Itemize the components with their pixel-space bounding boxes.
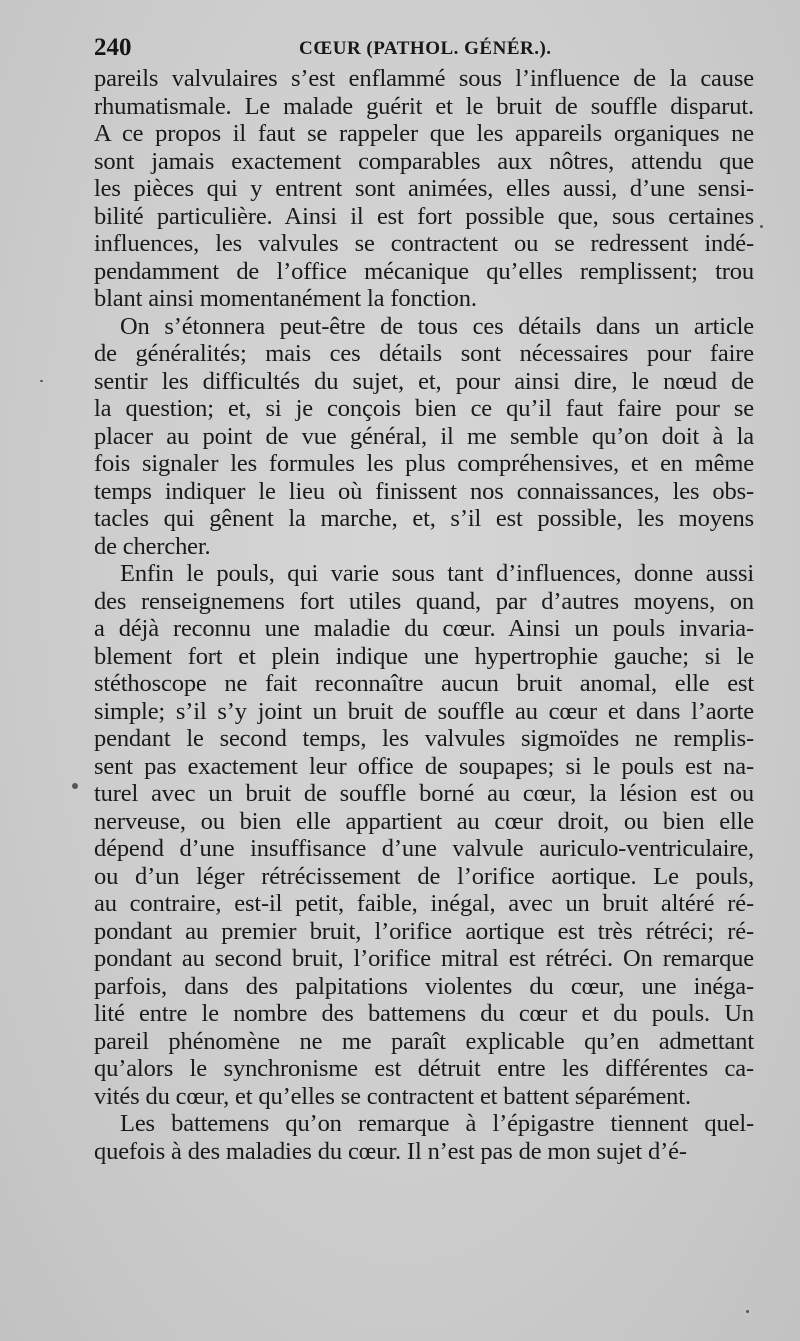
- text-line: stéthoscope ne fait reconnaître aucun bruit anomal, elle est: [94, 670, 754, 697]
- text-line: fois signaler les formules les plus compréhensives, et en même: [94, 450, 754, 477]
- text-line: les pièces qui y entrent sont animées, elles aussi, d’une sensi-: [94, 175, 754, 202]
- text-line: de généralités; mais ces détails sont nécessaires pour faire: [94, 340, 754, 367]
- text-line: des renseignemens fort utiles quand, par d’autres moyens, on: [94, 587, 754, 615]
- page-number: 240: [94, 34, 132, 61]
- text-line: pendant le second temps, les valvules sigmoïdes ne remplis-: [94, 725, 754, 752]
- text-line: pareil phénomène ne me paraît explicable qu’en admettant: [94, 1027, 754, 1055]
- paragraph: [94, 560, 754, 1110]
- print-speck: [40, 380, 43, 382]
- text-line: temps indiquer le lieu où finissent nos connaissances, les obs-: [94, 477, 754, 505]
- print-speck: [72, 783, 78, 789]
- text-line: pondant au premier bruit, l’orifice aortique est très rétréci; ré-: [94, 917, 754, 945]
- text-line: au contraire, est-il petit, faible, inégal, avec un bruit altéré ré-: [94, 890, 754, 917]
- text-line: blement fort et plein indique une hypertrophie gauche; si le: [94, 642, 754, 670]
- text-line: vités du cœur, et qu’elles se contractent et battent séparément.: [94, 1082, 691, 1110]
- text-line: On s’étonnera peut-être de tous ces détails dans un article: [120, 312, 754, 340]
- paragraph: [94, 1110, 754, 1165]
- paragraph: [94, 313, 754, 561]
- text-line: dépend d’une insuffisance d’une valvule auriculo-ventriculaire,: [94, 835, 754, 862]
- paragraph: [94, 65, 754, 313]
- text-line: Enfin le pouls, qui varie sous tant d’influences, donne aussi: [120, 560, 754, 587]
- text-line: sent pas exactement leur office de soupapes; si le pouls est na-: [94, 752, 754, 780]
- text-line: de chercher.: [94, 532, 211, 560]
- text-line: influences, les valvules se contractent ou se redressent indé-: [94, 230, 754, 257]
- text-line: qu’alors le synchronisme est détruit entre les différentes ca-: [94, 1055, 754, 1082]
- text-line: pondant au second bruit, l’orifice mitral est rétréci. On remarque: [94, 945, 754, 972]
- text-line: Les battemens qu’on remarque à l’épigastre tiennent quel-: [120, 1110, 754, 1137]
- text-line: A ce propos il faut se rappeler que les appareils organiques ne: [94, 120, 754, 147]
- page-header: [94, 34, 754, 62]
- text-line: bilité particulière. Ainsi il est fort possible que, sous certaines: [94, 202, 754, 230]
- text-line: rhumatismale. Le malade guérit et le bruit de souffle disparut.: [94, 92, 754, 120]
- text-line: a déjà reconnu une maladie du cœur. Ainsi un pouls invaria-: [94, 615, 754, 642]
- text-line: turel avec un bruit de souffle borné au cœur, la lésion est ou: [94, 780, 754, 807]
- text-line: tacles qui gênent la marche, et, s’il est possible, les moyens: [94, 505, 754, 532]
- text-line: nerveuse, ou bien elle appartient au cœur droit, ou bien elle: [94, 807, 754, 835]
- text-line: sont jamais exactement comparables aux nôtres, attendu que: [94, 147, 754, 175]
- running-title: CŒUR (PATHOL. GÉNÉR.).: [299, 38, 552, 59]
- text-line: ou d’un léger rétrécissement de l’orifice aortique. Le pouls,: [94, 862, 754, 890]
- text-line: lité entre le nombre des battemens du cœur et du pouls. Un: [94, 1000, 754, 1027]
- print-speck: [746, 1310, 749, 1313]
- text-line: pareils valvulaires s’est enflammé sous l’influence de la cause: [94, 65, 754, 92]
- print-speck: [760, 225, 763, 228]
- text-line: la question; et, si je conçois bien ce qu’il faut faire pour se: [94, 395, 754, 422]
- text-line: parfois, dans des palpitations violentes du cœur, une inéga-: [94, 972, 754, 1000]
- text-line: sentir les difficultés du sujet, et, pour ainsi dire, le nœud de: [94, 367, 754, 395]
- text-line: simple; s’il s’y joint un bruit de souffle au cœur et dans l’aorte: [94, 697, 754, 725]
- body-text: [94, 65, 754, 1165]
- text-line: blant ainsi momentanément la fonction.: [94, 285, 477, 312]
- text-line: quefois à des maladies du cœur. Il n’est pas de mon sujet d’é-: [94, 1137, 687, 1165]
- text-line: placer au point de vue général, il me semble qu’on doit à la: [94, 422, 754, 450]
- text-line: pendamment de l’office mécanique qu’elles remplissent; trou: [94, 257, 754, 285]
